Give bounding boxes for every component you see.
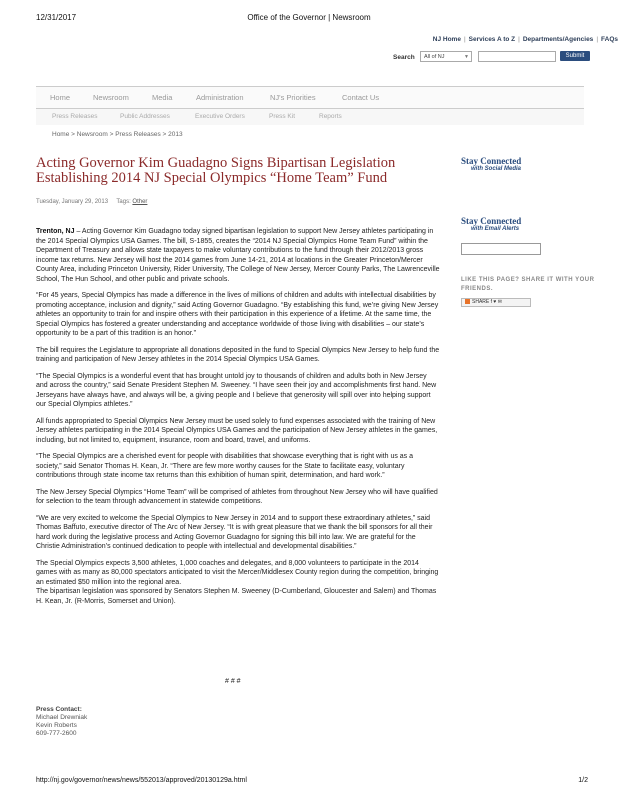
footer-url: http://nj.gov/governor/news/news/552013/approved/20130129a.html	[36, 777, 247, 784]
share-prompt-text: LIKE THIS PAGE? SHARE IT WITH YOUR FRIENDS.	[461, 277, 595, 292]
chevron-down-icon: ▼	[464, 54, 469, 60]
end-mark: # # #	[225, 678, 241, 685]
nav-administration[interactable]: Administration	[196, 93, 244, 102]
subnav-public-addresses[interactable]: Public Addresses	[120, 113, 170, 120]
top-link-faqs[interactable]: FAQs	[601, 36, 618, 43]
top-link-nj-home[interactable]: NJ Home	[432, 36, 461, 43]
article-paragraph: The Special Olympics expects 3,500 athletes, 1,000 coaches and delegates, and 8,000 volunteers to participate in the 2014 games with as many as 80,000 spectators anticipated to visit the Mercer/Middlesex County region during the competition, bringing an estimated $50 million into the regional area.	[36, 559, 439, 586]
article-paragraph: The bipartisan legislation was sponsored by Senators Stephen M. Sweeney (D-Cumberland, Gloucester and Salem) and Thomas H. Kean, Jr. (R-Morris, Somerset and Union).	[36, 588, 437, 605]
share-prompt	[461, 276, 618, 294]
press-contact-phone: 609-777-2600	[36, 730, 77, 737]
top-links: NJ Home | Services A to Z | Departments/Agencies | FAQs	[432, 36, 618, 43]
press-contact	[36, 706, 87, 738]
subnav-reports[interactable]: Reports	[319, 113, 342, 120]
nav-newsroom[interactable]: Newsroom	[93, 93, 129, 102]
stay-connected-title: Stay Connected	[461, 156, 522, 166]
top-link-departments[interactable]: Departments/Agencies	[522, 36, 594, 43]
press-contact-name: Michael Drewniak	[36, 714, 88, 721]
tag-link[interactable]: Other	[132, 199, 148, 205]
page-title: Acting Governor Kim Guadagno Signs Bipartisan Legislation Establishing 2014 NJ Special Olympics “Home Team” Fund	[36, 155, 396, 186]
nav-contact-us[interactable]: Contact Us	[342, 93, 380, 102]
stay-connected-email[interactable]	[461, 216, 521, 232]
dateline: Trenton, NJ	[36, 228, 75, 235]
stay-connected-title: Stay Connected	[461, 216, 522, 226]
search-input[interactable]	[478, 51, 556, 62]
article-paragraph: The bill requires the Legislature to appropriate all donations deposited in the fund to Special Olympics New Jersey to help fund the training and participation of New Jersey athletes in the 2014 Special Olympics USA Games.	[36, 346, 440, 363]
subnav-executive-orders[interactable]: Executive Orders	[195, 113, 245, 120]
search-scope-select[interactable]	[420, 51, 472, 62]
article-date: Tuesday, January 29, 2013	[36, 199, 109, 205]
stay-connected-subtitle: with Social Media	[471, 166, 522, 172]
article-paragraph: “The Special Olympics is a wonderful event that has brought untold joy to thousands of children and adults both in New Jersey and across the country,” said Senate President Stephen M. Sweeney. “I have seen their joy and accomplishments first hand. New Jerseyans have always have, and always will be, a giving people and I believe that generosity will spill over into helping support our Special Olympics athletes.”	[36, 372, 437, 408]
article-paragraph: “For 45 years, Special Olympics has made a difference in the lives of millions of children and adults with intellectual disabilities by promoting acceptance, inclusion and dignity,” said Acting Governor Guadagno. “By establishing this fund, we’re giving New Jersey athletes an opportunity to train for and inspire others with their participation in this experience of a lifetime. At the same time, the Special Olympics has fostered a greater understanding and acceptance worldwide of those living with disabilities – our state’s opportunity to be a part of this tradition is an honor.”	[36, 292, 439, 337]
article-meta	[36, 199, 147, 205]
nav-home[interactable]: Home	[50, 93, 71, 102]
breadcrumb[interactable]: Home > Newsroom > Press Releases > 2013	[52, 131, 183, 138]
social-icons: f ♥ ✉	[490, 299, 502, 305]
tags-label: Tags:	[116, 199, 131, 205]
share-label: SHARE	[472, 299, 490, 305]
share-button[interactable]	[461, 298, 531, 307]
stay-connected-social[interactable]	[461, 156, 521, 172]
footer-page-number: 1/2	[578, 777, 588, 784]
article-body	[36, 227, 440, 606]
press-contact-name: Kevin Roberts	[36, 722, 77, 729]
subnav-press-releases[interactable]: Press Releases	[52, 113, 98, 120]
nav-priorities[interactable]: NJ's Priorities	[270, 93, 316, 102]
print-title: Office of the Governor | Newsroom	[247, 13, 371, 22]
nav-media[interactable]: Media	[152, 93, 173, 102]
sub-nav	[36, 109, 584, 125]
email-alert-input[interactable]	[461, 243, 541, 255]
article-paragraph: All funds appropriated to Special Olympics New Jersey must be used solely to fund expenses associated with the training of New Jersey athletes participating in the 2014 Special Olympics USA Games and the participation of New Jersey athletes in the games, including, but not limited to, equipment, insurance, room and board, travel, and uniforms.	[36, 417, 438, 444]
print-date: 12/31/2017	[36, 13, 77, 22]
main-nav	[36, 86, 584, 109]
search-label: Search	[393, 54, 415, 61]
press-contact-label: Press Contact:	[36, 706, 82, 713]
search-scope-value: All of NJ	[424, 54, 445, 60]
share-icon	[465, 299, 470, 304]
article-paragraph	[36, 227, 440, 284]
submit-button[interactable]: Submit	[560, 51, 590, 61]
lead-text: – Acting Governor Kim Guadagno today signed bipartisan legislation to support New Jersey athletes participating in the 2014 Special Olympics USA Games. The bill, S-1855, creates the “2014 NJ Special Olympics Home Team Fund” within the Department of Treasury and allows state taxpayers to make voluntary contributions to the fund through their 2012/2013 gross income tax returns. New Jersey will host the 2014 games from June 14-21, 2014 at locations in the Greater Princeton/Mercer County Area, including Princeton University, Rider University, The College of New Jersey, Mercer County Parks, The Lawrenceville School, The Hun School, and other public and private schools.	[36, 228, 440, 283]
subnav-press-kit[interactable]: Press Kit	[269, 113, 296, 120]
top-link-services[interactable]: Services A to Z	[468, 36, 516, 43]
article-paragraph: “The Special Olympics are a cherished event for people with disabilities that showcase everything that is right with us as a society,” said Senator Thomas H. Kean, Jr. “There are few more worthy causes for the State to facilitate easy, voluntary contributions through state income tax returns than this exhibition of human spirit, determination, and hard work.”	[36, 453, 414, 479]
stay-connected-subtitle: with Email Alerts	[471, 226, 520, 232]
article-paragraph: The New Jersey Special Olympics “Home Team” will be comprised of athletes from throughout New Jersey who will have qualified for selection to the team through advancement in statewide competitions.	[36, 488, 438, 505]
article-paragraph: “We are very excited to welcome the Special Olympics to New Jersey in 2014 and to support these extraordinary athletes,” said Thomas Baffuto, executive director of The Arc of New Jersey. “It is with great pleasure that we thank the bill sponsors for all their hard work during the legislative process and Acting Governor Guadagno for signing this bill into law. We are grateful for the Christie Administration’s continued dedication to people with intellectual and developmental disabilities.”	[36, 514, 433, 550]
